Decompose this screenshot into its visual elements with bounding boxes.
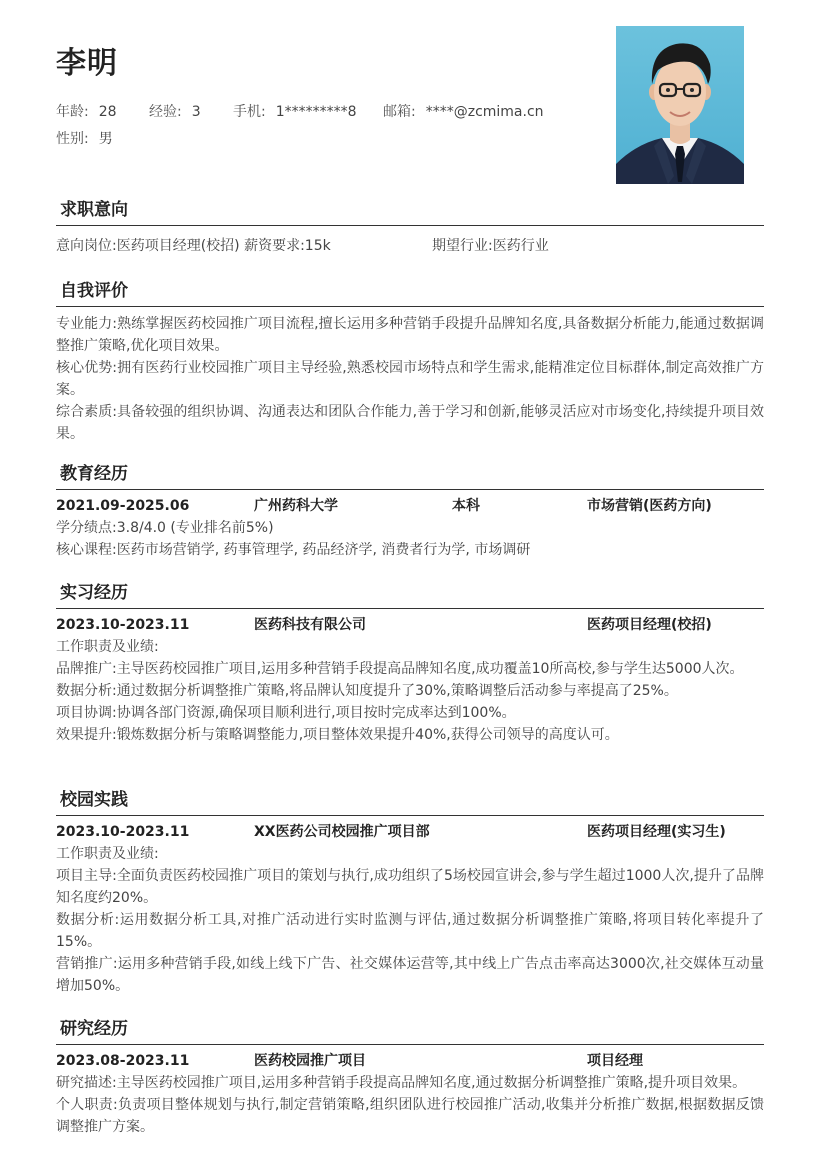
internship-role: 医药项目经理(校招)	[587, 617, 712, 633]
education-major: 市场营销(医药方向)	[587, 498, 712, 514]
candidate-name: 李明	[56, 46, 118, 81]
campus-entry-header	[56, 821, 764, 843]
research-role: 项目经理	[587, 1053, 643, 1069]
campus-org: XX医药公司校园推广项目部	[254, 824, 430, 840]
section-title-campus: 校园实践	[60, 790, 128, 810]
campus-line: 工作职责及业绩:	[56, 846, 159, 862]
education-entry-header	[56, 495, 764, 517]
section-title-self-eval: 自我评价	[60, 281, 128, 301]
self-eval-body	[56, 313, 764, 445]
experience-field	[149, 101, 201, 121]
research-entry	[56, 1050, 764, 1138]
experience-label: 经验:	[149, 104, 182, 120]
self-evaluation-section	[56, 278, 764, 445]
intention-position: 意向岗位:医药项目经理(校招) 薪资要求:15k	[56, 238, 331, 254]
education-entry	[56, 495, 764, 561]
internship-section	[56, 580, 764, 746]
research-project: 医药校园推广项目	[254, 1053, 366, 1069]
education-degree: 本科	[452, 498, 480, 514]
section-title-internship: 实习经历	[60, 583, 128, 603]
internship-line: 数据分析:通过数据分析调整推广策略,将品牌认知度提升了30%,策略调整后活动参与率提高了25%。	[56, 683, 678, 699]
internship-line: 效果提升:锻炼数据分析与策略调整能力,项目整体效果提升40%,获得公司领导的高度认可。	[56, 727, 619, 743]
section-title-intention: 求职意向	[60, 200, 128, 220]
campus-line: 项目主导:全面负责医药校园推广项目的策划与执行,成功组织了5场校园宣讲会,参与学生超过1000人次,提升了品牌知名度约20%。	[56, 868, 764, 906]
email-value: ****@zcmima.cn	[425, 104, 544, 120]
campus-period: 2023.10-2023.11	[56, 824, 190, 840]
gender-value: 男	[98, 131, 113, 147]
section-divider	[56, 815, 764, 816]
gender-label: 性别:	[56, 131, 89, 147]
email-label: 邮箱:	[383, 104, 416, 120]
education-section	[56, 461, 764, 561]
education-period: 2021.09-2025.06	[56, 498, 190, 514]
internship-entry	[56, 614, 764, 746]
self-eval-paragraph: 综合素质:具备较强的组织协调、沟通表达和团队合作能力,善于学习和创新,能够灵活应对市场变化,持续提升项目效果。	[56, 404, 764, 442]
campus-role: 医药项目经理(实习生)	[587, 824, 726, 840]
phone-field	[233, 101, 357, 121]
research-section	[56, 1016, 764, 1138]
section-divider	[56, 1044, 764, 1045]
section-divider	[56, 608, 764, 609]
section-title-education: 教育经历	[60, 464, 128, 484]
education-school: 广州药科大学	[254, 498, 338, 514]
internship-line: 工作职责及业绩:	[56, 639, 159, 655]
intention-industry: 期望行业:医药行业	[432, 238, 549, 254]
email-field	[383, 101, 544, 121]
campus-practice-section	[56, 787, 764, 997]
self-eval-paragraph: 专业能力:熟练掌握医药校园推广项目流程,擅长运用多种营销手段提升品牌知名度,具备数据分析能力,能通过数据调整推广策略,优化项目效果。	[56, 316, 764, 354]
phone-value: 1*********8	[275, 104, 357, 120]
job-intention-section	[56, 197, 764, 257]
campus-line: 营销推广:运用多种营销手段,如线上线下广告、社交媒体运营等,其中线上广告点击率高达3000次,社交媒体互动量增加50%。	[56, 956, 764, 994]
section-divider	[56, 306, 764, 307]
age-field	[56, 101, 117, 121]
self-eval-paragraph: 核心优势:拥有医药行业校园推广项目主导经验,熟悉校园市场特点和学生需求,能精准定位目标群体,制定高效推广方案。	[56, 360, 764, 398]
age-label: 年龄:	[56, 104, 89, 120]
experience-value: 3	[191, 104, 201, 120]
intention-row	[56, 235, 764, 257]
internship-line: 项目协调:协调各部门资源,确保项目顺利进行,项目按时完成率达到100%。	[56, 705, 516, 721]
profile-photo	[616, 26, 744, 184]
internship-period: 2023.10-2023.11	[56, 617, 190, 633]
age-value: 28	[98, 104, 117, 120]
internship-entry-header	[56, 614, 764, 636]
section-divider	[56, 489, 764, 490]
gender-row	[56, 128, 113, 148]
research-period: 2023.08-2023.11	[56, 1053, 190, 1069]
section-title-research: 研究经历	[60, 1019, 128, 1039]
education-line: 核心课程:医药市场营销学, 药事管理学, 药品经济学, 消费者行为学, 市场调研	[56, 542, 531, 558]
phone-label: 手机:	[233, 104, 266, 120]
education-line: 学分绩点:3.8/4.0 (专业排名前5%)	[56, 520, 274, 536]
research-entry-header	[56, 1050, 764, 1072]
campus-entry	[56, 821, 764, 997]
internship-line: 品牌推广:主导医药校园推广项目,运用多种营销手段提高品牌知名度,成功覆盖10所高校,参与学生达5000人次。	[56, 661, 744, 677]
campus-line: 数据分析:运用数据分析工具,对推广活动进行实时监测与评估,通过数据分析调整推广策略,将项目转化率提升了15%。	[56, 912, 764, 950]
internship-company: 医药科技有限公司	[254, 617, 366, 633]
research-line: 研究描述:主导医药校园推广项目,运用多种营销手段提高品牌知名度,通过数据分析调整推广策略,提升项目效果。	[56, 1075, 747, 1091]
research-line: 个人职责:负责项目整体规划与执行,制定营销策略,组织团队进行校园推广活动,收集并分析推广数据,根据数据反馈调整推广方案。	[56, 1097, 764, 1135]
section-divider	[56, 225, 764, 226]
